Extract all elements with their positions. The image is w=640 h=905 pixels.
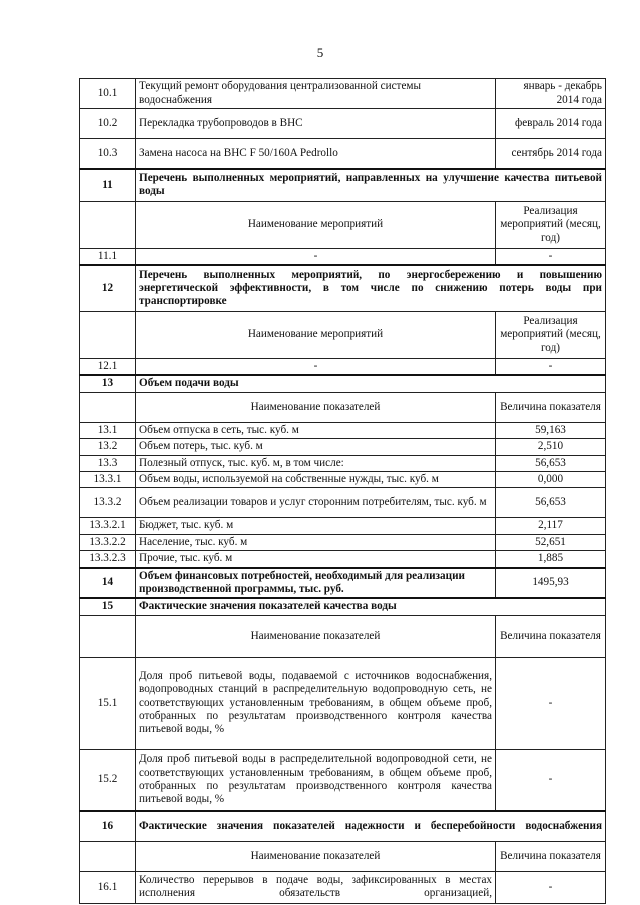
row-number: 10.1 <box>80 79 136 109</box>
header-row <box>80 392 606 422</box>
row-text: Объем отпуска в сеть, тыс. куб. м <box>136 422 496 438</box>
header-empty-cell <box>80 392 136 422</box>
header-value: Величина показателя <box>496 841 606 871</box>
table-row <box>80 249 606 266</box>
row-number: 13.1 <box>80 422 136 438</box>
section-number: 14 <box>80 568 136 599</box>
table-row <box>80 488 606 518</box>
section-row <box>80 375 606 392</box>
row-number: 13.3.2.2 <box>80 534 136 550</box>
section-title: Объем подачи воды <box>136 375 606 392</box>
row-number: 11.1 <box>80 249 136 266</box>
section-title: Перечень выполненных мероприятий, по энергосбережению и повышению энергетической эффективности, в том числе по снижению потерь воды при транспортировке <box>136 265 606 311</box>
table-row <box>80 657 606 749</box>
row-text: Население, тыс. куб. м <box>136 534 496 550</box>
row-value: 2,117 <box>496 518 606 534</box>
row-text: Доля проб питьевой воды, подаваемой с источников водоснабжения, водопроводных станций в распределительную водопроводную сеть, не соответствующих установленным требованиям, в общем объеме проб, отобранных по результатам производственного контроля качества питьевой воды, % <box>136 657 496 749</box>
row-value: 2,510 <box>496 439 606 455</box>
row-text: Бюджет, тыс. куб. м <box>136 518 496 534</box>
row-number: 15.2 <box>80 749 136 811</box>
table-row <box>80 139 606 169</box>
row-value: - <box>496 249 606 266</box>
header-name: Наименование показателей <box>136 841 496 871</box>
row-text: Объем воды, используемой на собственные нужды, тыс. куб. м <box>136 471 496 487</box>
table-row <box>80 79 606 109</box>
header-empty-cell <box>80 311 136 358</box>
section-row <box>80 811 606 841</box>
header-empty-cell <box>80 841 136 871</box>
header-name: Наименование показателей <box>136 615 496 657</box>
row-text: Объем потерь, тыс. куб. м <box>136 439 496 455</box>
section-title: Фактические значения показателей качества воды <box>136 598 606 615</box>
table-row <box>80 518 606 534</box>
header-row <box>80 311 606 358</box>
row-text: Текущий ремонт оборудования централизованной системы водоснабжения <box>136 79 496 109</box>
row-text: Доля проб питьевой воды в распределительной водопроводной сети, не соответствующих установленным требованиям, в общем объеме проб, отобранных по результатам производственного контроля качества питьевой воды, % <box>136 749 496 811</box>
production-program-table <box>79 78 606 904</box>
header-value: Реализация мероприятий (месяц, год) <box>496 202 606 249</box>
row-number: 15.1 <box>80 657 136 749</box>
row-text: - <box>136 358 496 375</box>
row-value: 52,651 <box>496 534 606 550</box>
table-row <box>80 551 606 568</box>
row-number: 13.3.2.3 <box>80 551 136 568</box>
row-text: Замена насоса на ВНС F 50/160A Pedrollo <box>136 139 496 169</box>
table-row <box>80 455 606 471</box>
section-number: 13 <box>80 375 136 392</box>
row-value: февраль 2014 года <box>496 109 606 139</box>
row-value: 56,653 <box>496 455 606 471</box>
section-title: Объем финансовых потребностей, необходимый для реализации производственной программы, тыс. руб. <box>136 568 496 599</box>
row-number: 13.2 <box>80 439 136 455</box>
header-row <box>80 841 606 871</box>
row-text: Количество перерывов в подаче воды, зафиксированных в местах исполнения обязательств организацией, <box>136 871 496 903</box>
row-value: 59,163 <box>496 422 606 438</box>
row-number: 13.3.2.1 <box>80 518 136 534</box>
row-number: 16.1 <box>80 871 136 903</box>
row-value: - <box>496 749 606 811</box>
section-number: 15 <box>80 598 136 615</box>
header-row <box>80 615 606 657</box>
row-text: Перекладка трубопроводов в ВНС <box>136 109 496 139</box>
table-row <box>80 422 606 438</box>
row-number: 10.3 <box>80 139 136 169</box>
row-value: сентябрь 2014 года <box>496 139 606 169</box>
row-number: 13.3.2 <box>80 488 136 518</box>
header-empty-cell <box>80 202 136 249</box>
header-name: Наименование показателей <box>136 392 496 422</box>
header-value: Реализация мероприятий (месяц, год) <box>496 311 606 358</box>
header-empty-cell <box>80 615 136 657</box>
row-number: 13.3 <box>80 455 136 471</box>
table-row <box>80 749 606 811</box>
table-row <box>80 109 606 139</box>
table-row <box>80 871 606 903</box>
table-row <box>80 439 606 455</box>
header-value: Величина показателя <box>496 392 606 422</box>
section-row <box>80 169 606 202</box>
section-row <box>80 265 606 311</box>
row-value: 1,885 <box>496 551 606 568</box>
header-name: Наименование мероприятий <box>136 202 496 249</box>
row-text: Полезный отпуск, тыс. куб. м, в том числе: <box>136 455 496 471</box>
row-number: 10.2 <box>80 109 136 139</box>
row-value: 0,000 <box>496 471 606 487</box>
section-row <box>80 568 606 599</box>
table-row <box>80 534 606 550</box>
section-title: Перечень выполненных мероприятий, направленных на улучшение качества питьевой воды <box>136 169 606 202</box>
row-number: 13.3.1 <box>80 471 136 487</box>
section-title: Фактические значения показателей надежности и бесперебойности водоснабжения <box>136 811 606 841</box>
table-row <box>80 471 606 487</box>
row-value: - <box>496 657 606 749</box>
financial-need-value: 1495,93 <box>496 568 606 599</box>
header-row <box>80 202 606 249</box>
page-number: 5 <box>316 45 324 60</box>
header-value: Величина показателя <box>496 615 606 657</box>
row-value: январь - декабрь 2014 года <box>496 79 606 109</box>
row-text: Объем реализации товаров и услуг сторонним потребителям, тыс. куб. м <box>136 488 496 518</box>
row-value: - <box>496 358 606 375</box>
row-text: Прочие, тыс. куб. м <box>136 551 496 568</box>
row-value: - <box>496 871 606 903</box>
section-number: 11 <box>80 169 136 202</box>
section-number: 12 <box>80 265 136 311</box>
row-text: - <box>136 249 496 266</box>
header-name: Наименование мероприятий <box>136 311 496 358</box>
section-number: 16 <box>80 811 136 841</box>
row-value: 56,653 <box>496 488 606 518</box>
row-number: 12.1 <box>80 358 136 375</box>
section-row <box>80 598 606 615</box>
table-row <box>80 358 606 375</box>
